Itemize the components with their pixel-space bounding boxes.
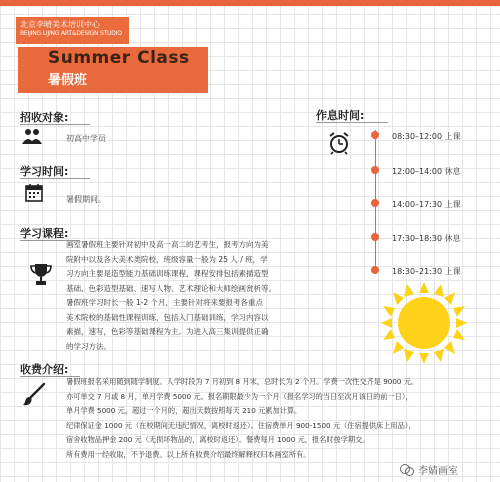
fees-line: 所有费用一经收取，不予退费。以上所有收费介绍最终解释权归本画室所有。 bbox=[66, 449, 311, 459]
course-line: 的学习方法。 bbox=[66, 341, 111, 351]
course-line: 素描，速写，色彩等基础课程为主。为进入高三集训提供正确 bbox=[66, 327, 269, 336]
schedule-item: 12:00–14:00 休息 bbox=[392, 167, 461, 176]
watermark-text: 李婧画室 bbox=[418, 466, 458, 477]
course-paragraph bbox=[66, 238, 306, 354]
fees-paragraph bbox=[66, 375, 496, 462]
time-text: 暑假期间。 bbox=[66, 195, 106, 204]
schedule-item: 17:30–18:30 休息 bbox=[392, 234, 461, 243]
fees-section-label: 收费介绍: bbox=[20, 363, 69, 376]
course-line: 暑假班学习时长一般 1-2 个月，主要针对将来要报考各重点 bbox=[66, 298, 264, 307]
schedule-section-label: 作息时间: bbox=[316, 109, 365, 122]
schedule-section-underline bbox=[316, 122, 388, 123]
time-section-label: 学习时间: bbox=[20, 165, 69, 178]
page-title: Summer Class bbox=[48, 48, 190, 68]
wechat-logo-icon bbox=[400, 462, 414, 476]
fees-line: 纪律保证金 1000 元（在校期间无违纪情况，离校时返还）。住宿费单月 900-1500 元（住宿提供床上用品）， bbox=[66, 420, 416, 430]
sun-illustration bbox=[378, 280, 470, 364]
course-line: 基础、色彩造型基础、速写人物、艺术理论和大师绘画赏析等。 bbox=[66, 283, 276, 293]
course-section-label: 学习课程: bbox=[20, 227, 69, 240]
course-line: 画室暑假班主要针对初中及高一高二的艺考生，报考方向为美 bbox=[66, 240, 269, 249]
time-section-underline bbox=[20, 178, 90, 179]
fees-line: 宿舍收物品押金 200 元（无损坏物品的，离校时返还）。餐费每月 1000 元，报名时按学期交。 bbox=[66, 435, 370, 444]
target-section-underline bbox=[20, 124, 90, 125]
schedule-item: 18:30–21:30 上课 bbox=[392, 267, 461, 276]
brand-name-cn: 北京李晴美术培训中心 bbox=[20, 20, 100, 29]
schedule-dot bbox=[371, 199, 379, 207]
top-accent-bar bbox=[0, 0, 500, 6]
course-line: 美术院校的基础性课程训练，包括入门基础训练，学习内容以 bbox=[66, 312, 269, 322]
target-section-label: 招收对象: bbox=[20, 111, 69, 124]
schedule-dot bbox=[371, 166, 379, 174]
course-line: 院附中以及各大美术类院校，班级容量一般为 25 人 / 班，学 bbox=[66, 254, 268, 264]
fees-line: 亦可单交 7 月或 8 月，单月学费 5000 元。报名期限最少为一个月（报名学习的当日至次月该日的前一日）， bbox=[66, 391, 413, 401]
fees-line: 暑假班报名采用随到随学制度。人学时段为 7 月初到 8 月末，总时长为 2 个月。学费一次性交齐是 9000 元。 bbox=[66, 377, 419, 386]
schedule-dot bbox=[371, 233, 379, 241]
trophy-icon bbox=[30, 262, 52, 286]
page-subtitle: 暑假班 bbox=[48, 73, 88, 88]
group-people-icon bbox=[22, 128, 42, 144]
schedule-item: 14:00–17:30 上课 bbox=[392, 200, 461, 209]
brand-name-en: BEIJING LIJING ART&DESIGN STUDIO bbox=[20, 30, 122, 37]
alarm-clock-icon bbox=[328, 131, 350, 155]
calendar-icon bbox=[24, 183, 44, 203]
fees-line: 单月学费 5000 元，超过一个月的，超出天数按照每天 210 元累加计算。 bbox=[66, 406, 302, 415]
schedule-dot bbox=[371, 131, 379, 139]
schedule-item: 08:30–12:00 上课 bbox=[392, 132, 461, 141]
paintbrush-icon bbox=[22, 382, 46, 406]
target-text: 初高中学员 bbox=[66, 134, 106, 143]
schedule-dot bbox=[371, 266, 379, 274]
course-line: 习方向主要是造型能力基础训练课程，课程安排包括素描造型 bbox=[66, 269, 269, 278]
